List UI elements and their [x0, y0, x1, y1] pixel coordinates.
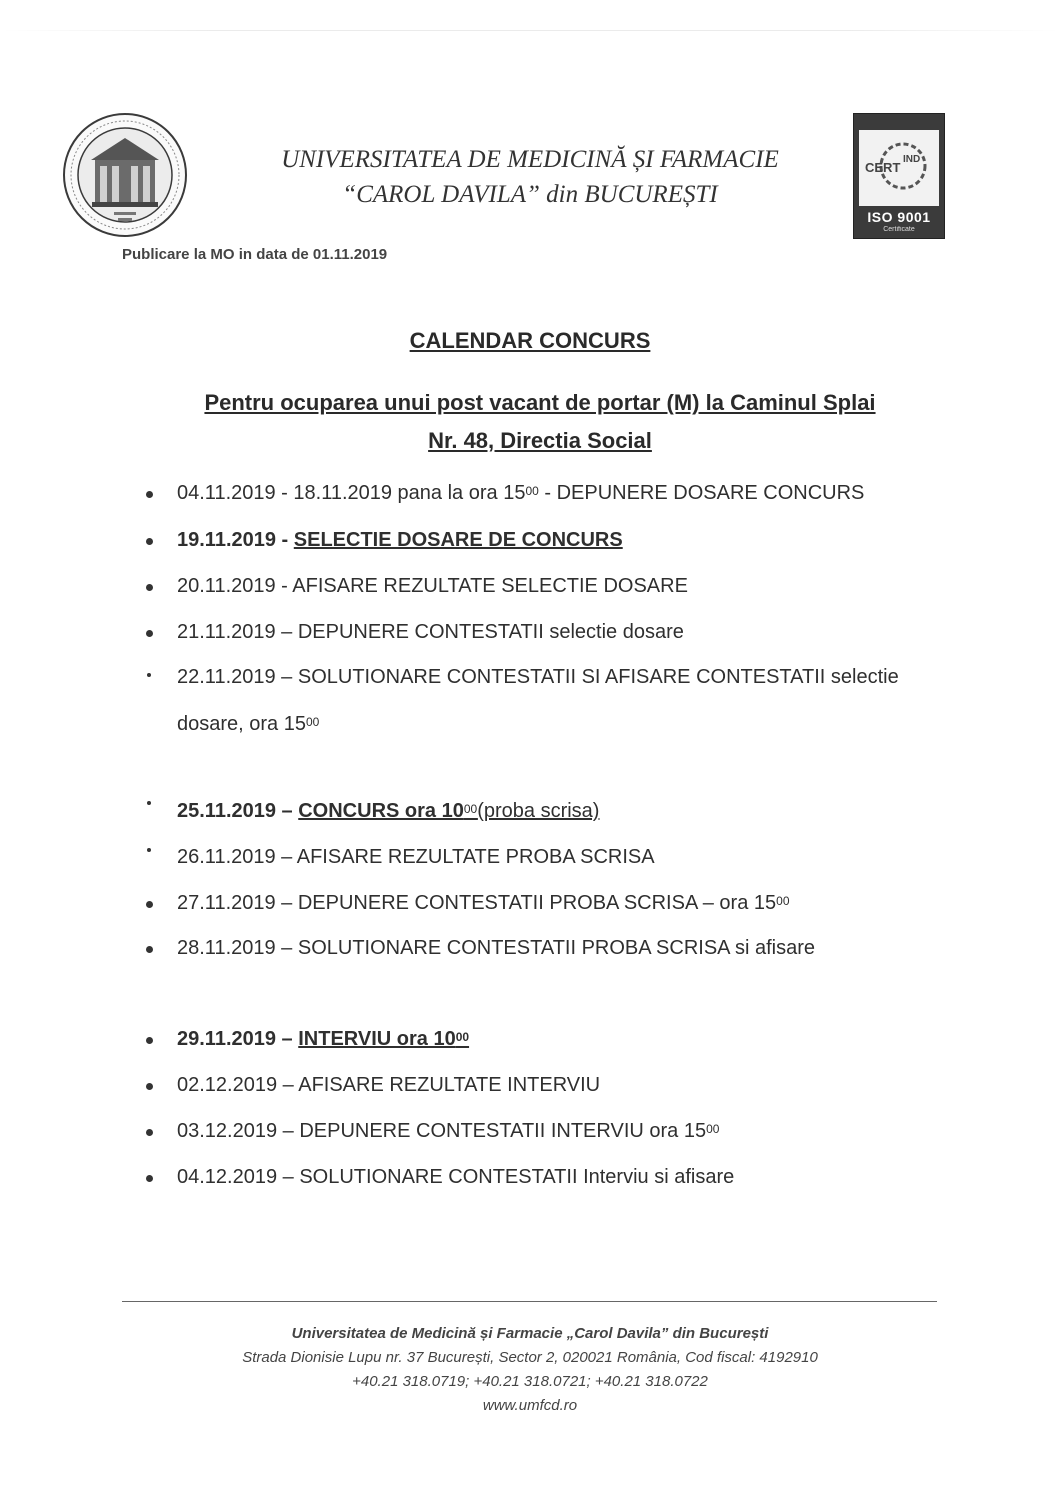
footer — [0, 1322, 1060, 1418]
subtitle-line2: Nr. 48, Directia Social — [428, 428, 652, 453]
bullet-icon — [146, 946, 153, 953]
university-seal-icon — [62, 112, 188, 238]
footer-address: Strada Dionisie Lupu nr. 37 București, Sector 2, 020021 România, Cod fiscal: 4192910 — [242, 1349, 818, 1366]
footer-university: Universitatea de Medicină și Farmacie „Carol Davila” din București — [291, 1325, 769, 1342]
superscript: 00 — [305, 715, 320, 729]
list-item: 26.11.2019 – AFISARE REZULTATE PROBA SCRISA — [177, 846, 655, 868]
footer-divider — [122, 1301, 937, 1302]
list-item: 20.11.2019 - AFISARE REZULTATE SELECTIE DOSARE — [177, 575, 688, 597]
item-text: INTERVIU ora 10 — [298, 1028, 456, 1050]
superscript: 00 — [455, 1030, 470, 1044]
list-item — [177, 799, 599, 823]
university-name — [200, 142, 860, 212]
item-tail: (proba scrisa) — [477, 800, 600, 822]
bullet-icon — [147, 673, 151, 677]
certind-logo-icon — [859, 130, 939, 206]
bullet-icon — [146, 584, 153, 591]
bullet-icon — [146, 1175, 153, 1182]
list-item: 22.11.2019 – SOLUTIONARE CONTESTATII SI AFISARE CONTESTATII selectie — [177, 666, 899, 688]
superscript: 00 — [706, 1122, 720, 1136]
item-date: 29.11.2019 – — [177, 1028, 299, 1050]
subtitle-line1: Pentru ocuparea unui post vacant de portar (M) la Caminul Splai — [204, 390, 876, 415]
certind-logo-text: CERT — [865, 160, 901, 175]
list-item — [177, 481, 864, 505]
item-text: dosare, ora 15 — [177, 713, 306, 735]
list-item-continuation — [177, 713, 319, 736]
superscript: 00 — [776, 894, 790, 908]
page-title: CALENDAR CONCURS — [409, 328, 651, 353]
item-text: 03.12.2019 – DEPUNERE CONTESTATII INTERVIU ora 15 — [177, 1120, 707, 1142]
list-item — [177, 1119, 719, 1143]
publication-note: Publicare la MO in data de 01.11.2019 — [122, 246, 388, 263]
list-item — [177, 1027, 469, 1051]
item-text: CONCURS ora 10 — [298, 800, 464, 822]
footer-phones: +40.21 318.0719; +40.21 318.0721; +40.21 318.0722 — [352, 1373, 708, 1390]
list-item: 28.11.2019 – SOLUTIONARE CONTESTATII PROBA SCRISA si afisare — [177, 937, 815, 959]
bullet-icon — [146, 1083, 153, 1090]
list-item — [177, 528, 623, 552]
iso-certificate-text: Certificate — [883, 226, 915, 233]
footer-website[interactable]: www.umfcd.ro — [482, 1397, 578, 1414]
bullet-icon — [146, 491, 153, 498]
item-text: 04.11.2019 - 18.11.2019 pana la ora 15 — [177, 482, 526, 504]
superscript: 00 — [463, 802, 478, 816]
list-item — [177, 891, 790, 915]
item-text: 27.11.2019 – DEPUNERE CONTESTATII PROBA SCRISA – ora 15 — [177, 892, 777, 914]
bullet-icon — [146, 1129, 153, 1136]
iso-label: ISO 9001 — [867, 209, 931, 225]
list-item: 02.12.2019 – AFISARE REZULTATE INTERVIU — [177, 1074, 601, 1096]
certind-logo — [859, 130, 939, 206]
university-name-line1: UNIVERSITATEA DE MEDICINĂ ȘI FARMACIE — [281, 146, 779, 173]
bullet-icon — [147, 801, 151, 805]
scan-artifact-line — [0, 30, 1060, 31]
bullet-icon — [146, 538, 153, 545]
list-item: 21.11.2019 – DEPUNERE CONTESTATII selectie dosare — [177, 621, 684, 643]
item-date: 19.11.2019 - — [177, 529, 294, 551]
superscript: 00 — [525, 484, 539, 498]
bullet-icon — [146, 630, 153, 637]
bullet-icon — [146, 1037, 153, 1044]
certind-logo-text2: IND — [903, 154, 921, 165]
page-subtitle — [140, 384, 940, 460]
iso-certification-badge-icon — [853, 113, 945, 239]
university-name-line2: “CAROL DAVILA” din BUCUREȘTI — [342, 181, 718, 208]
item-text: - DEPUNERE DOSARE CONCURS — [538, 482, 865, 504]
bullet-icon — [146, 901, 153, 908]
list-item: 04.12.2019 – SOLUTIONARE CONTESTATII Interviu si afisare — [177, 1166, 735, 1188]
item-text: SELECTIE DOSARE DE CONCURS — [293, 529, 623, 551]
item-date: 25.11.2019 – — [177, 800, 299, 822]
bullet-icon — [147, 848, 151, 852]
